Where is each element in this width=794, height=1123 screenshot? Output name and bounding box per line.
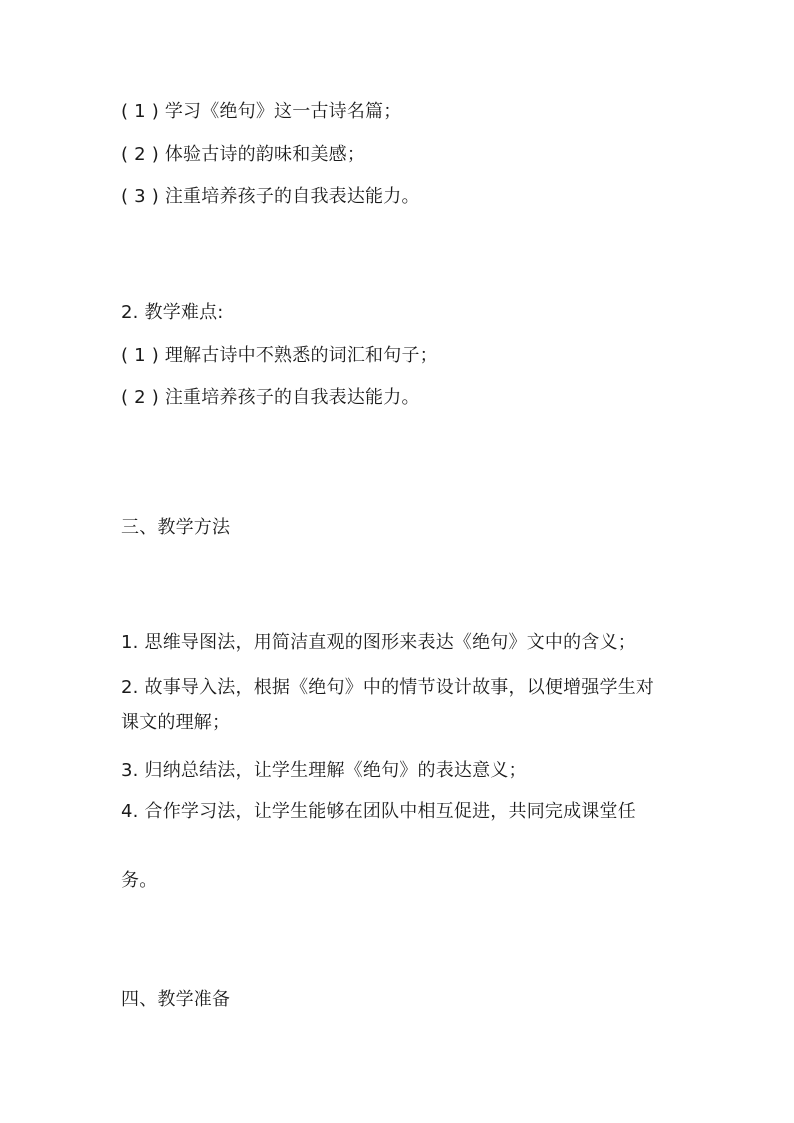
difficulty-item-1: ( 1 ) 理解古诗中不熟悉的词汇和句子； xyxy=(121,345,438,366)
method-item-2-line-1: 2. 故事导入法，根据《绝句》中的情节设计故事，以便增强学生对 xyxy=(121,677,655,698)
difficulties-heading: 2. 教学难点: xyxy=(121,302,224,323)
method-item-1: 1. 思维导图法，用简洁直观的图形来表达《绝句》文中的含义； xyxy=(121,632,636,653)
method-item-4-line-2: 务。 xyxy=(121,870,158,891)
goal-item-1: ( 1 ) 学习《绝句》这一古诗名篇； xyxy=(121,101,402,122)
section-3-heading: 三、教学方法 xyxy=(121,517,231,538)
method-item-2-line-2: 课文的理解； xyxy=(121,712,231,733)
method-item-4-line-1: 4. 合作学习法，让学生能够在团队中相互促进，共同完成课堂任 xyxy=(121,801,636,822)
section-4-heading: 四、教学准备 xyxy=(121,989,231,1010)
method-item-3: 3. 归纳总结法，让学生理解《绝句》的表达意义； xyxy=(121,760,527,781)
difficulty-item-2: ( 2 ) 注重培养孩子的自我表达能力。 xyxy=(121,387,420,408)
goal-item-2: ( 2 ) 体验古诗的韵味和美感； xyxy=(121,144,366,165)
goal-item-3: ( 3 ) 注重培养孩子的自我表达能力。 xyxy=(121,186,420,207)
